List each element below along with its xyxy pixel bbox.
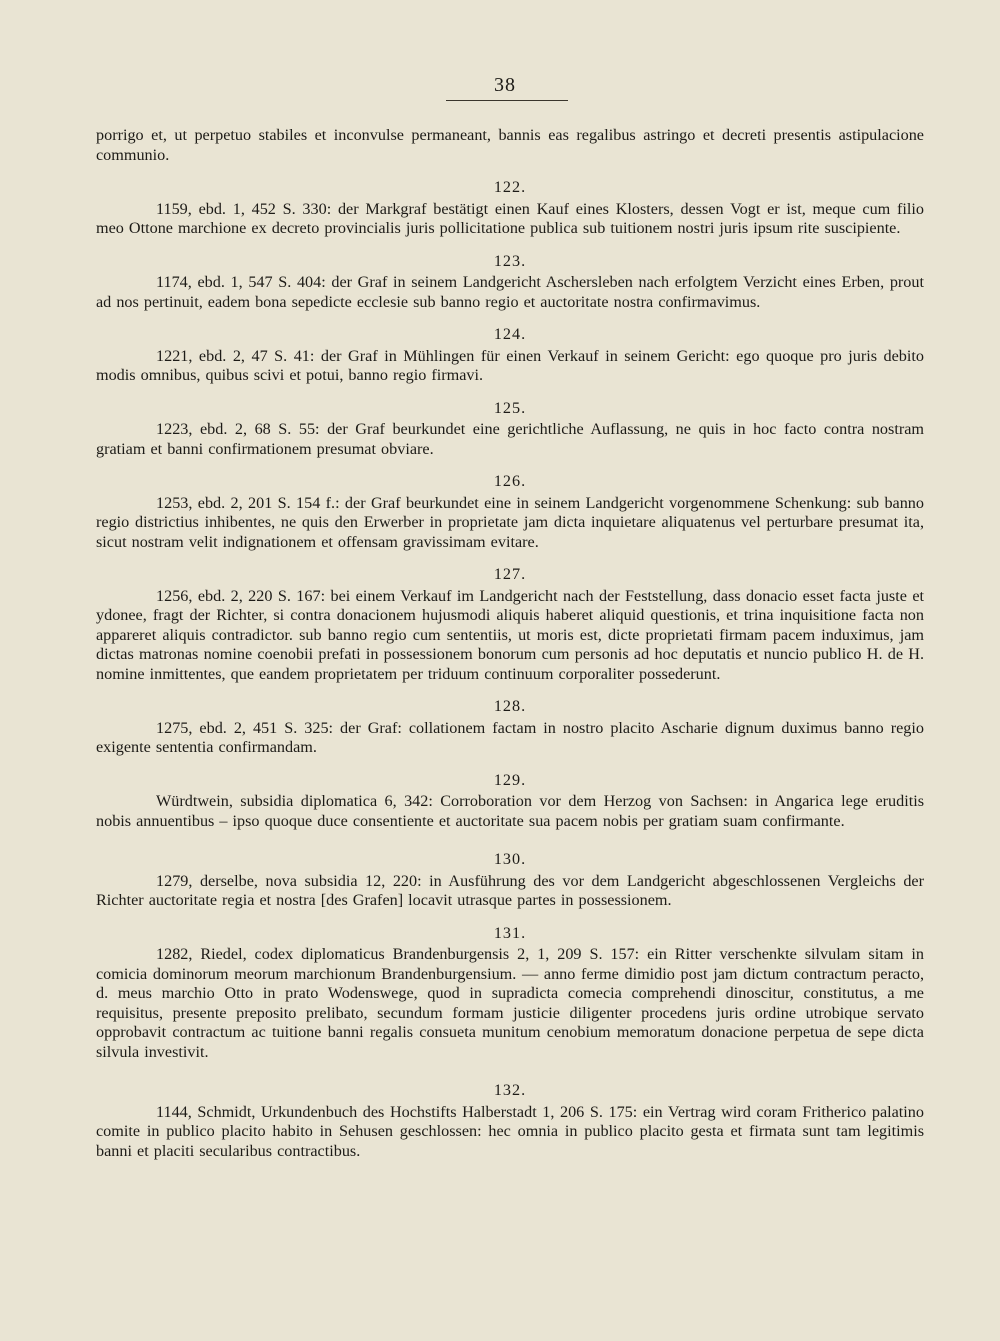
entry-number: 132.	[493, 1081, 527, 1099]
entry-text: 1282, Riedel, codex diplomaticus Brandenburgensis 2, 1, 209 S. 157: ein Ritter verschenkte silvulam sitam in comicia dominorum meorum marchionum Brandenburgensium. — anno ferme dimidio post jam dictum contractum peracto, d. meus marchio Otto in prato Wodenswege, quod in supradicta comecia comprehendi dinoscitur, constitutus, a me requisitus, presente preposito prelibato, secundum formam justicie diligenter procedens juris ordine utrobique servato opprobavit contractum ac tuitione banni regalis consueta munitum cenobium memoratum donacione perpetua de sepe dicta silvula investivit.	[96, 945, 924, 1061]
page-content	[96, 126, 924, 1161]
page-number: 38	[494, 74, 516, 96]
entry-129	[96, 771, 924, 832]
entry-number: 130.	[493, 850, 527, 868]
entry-text: 1144, Schmidt, Urkundenbuch des Hochstifts Halberstadt 1, 206 S. 175: ein Vertrag wird coram Fritherico palatino comite in publico placito habito in Sehusen geschlossen: hec omnia in publico placito gesta et firmata sunt tam legitimis banni et placiti secularibus contractibus.	[96, 1102, 924, 1160]
entry-132	[96, 1081, 924, 1161]
entry-number: 131.	[493, 923, 527, 942]
entry-number: 127.	[493, 565, 527, 583]
entry-text: Würdtwein, subsidia diplomatica 6, 342: Corroboration vor dem Herzog von Sachsen: in Angarica lege eruditis nobis annuentibus – ipso quoque duce consentiente et auctoritate sua pacem nobis per gratiam suam confirmante.	[96, 792, 924, 830]
entry-124	[96, 325, 924, 386]
entry-text: 1223, ebd. 2, 68 S. 55: der Graf beurkundet eine gerichtliche Auflassung, ne quis in hoc facto contra nostram gratiam et banni confirmationem presumat obviare.	[96, 420, 924, 458]
entry-text: 1256, ebd. 2, 220 S. 167: bei einem Verkauf im Landgericht nach der Feststellung, dass donacio esset facta juste et ydonee, fragt der Richter, si contra donacionem hujusmodi aliquis haberet aliquid questionis, et trina inquisitione facta non appareret aliquis contradictor. sub banno regio cum sententiis, ut moris est, dicte proprietati firmam pacem induximus, jam dictas matronas nomine coenobii prefati in possessionem bonorum cum personis ad hoc deputatis et nuncio publico H. de H. nomine inmittentes, que eandem proprietatem per triduum continuum corporaliter possederunt.	[96, 586, 924, 683]
entry-number: 122.	[493, 178, 527, 196]
entry-text: 1275, ebd. 2, 451 S. 325: der Graf: collationem factam in nostro placito Ascharie dignum duximus banno regio exigente sententia confirmandam.	[96, 718, 924, 756]
entry-text: 1159, ebd. 1, 452 S. 330: der Markgraf bestätigt einen Kauf eines Klosters, dessen Vogt er ist, meque cum filio meo Ottone marchione ex decreto provincialis juris pollicitatione publica sub tuitionem nostri juris ipsum rite suscipiente.	[96, 199, 924, 237]
entry-125	[96, 399, 924, 460]
entry-number: 126.	[493, 472, 527, 490]
entry-number: 125.	[493, 398, 527, 417]
entry-number: 129.	[493, 770, 527, 789]
entry-number: 123.	[493, 251, 527, 270]
entry-text: 1279, derselbe, nova subsidia 12, 220: in Ausführung des vor dem Landgericht abgeschlossenen Vergleichs der Richter auctoritate regia et nostra [des Grafen] locavit utrasque partes in possessionem.	[96, 871, 924, 909]
entry-128	[96, 697, 924, 758]
entry-number: 128.	[493, 697, 527, 715]
header-rule	[446, 100, 568, 101]
entry-131	[96, 924, 924, 1063]
entry-127	[96, 565, 924, 684]
entry-122	[96, 178, 924, 239]
entry-text: 1174, ebd. 1, 547 S. 404: der Graf in seinem Landgericht Aschersleben nach erfolgtem Verzicht eines Erben, prout ad nos pertinuit, eadem bona sepedicte ecclesie sub banno regio et auctoritate nostra confirmavimus.	[96, 273, 924, 311]
opening-paragraph: porrigo et, ut perpetuo stabiles et inconvulse permaneant, bannis eas regalibus astringo et decreti presentis astipulacione communio.	[96, 126, 924, 164]
entry-text: 1253, ebd. 2, 201 S. 154 f.: der Graf beurkundet eine in seinem Landgericht vorgenommene Schenkung: sub banno regio districtius inhibentes, ne quis den Erwerber in proprietate jam dicta inquietare aliquatenus vel perturbare presumat ita, sicut nostram velit indignationem et offensam gravissimam evitare.	[96, 493, 924, 551]
entry-130	[96, 850, 924, 911]
entry-text: 1221, ebd. 2, 47 S. 41: der Graf in Mühlingen für einen Verkauf in seinem Gericht: ego quoque pro juris debito modis omnibus, quibus scivi et potui, banno regio firmavi.	[96, 346, 924, 384]
entry-number: 124.	[493, 325, 527, 343]
entry-123	[96, 252, 924, 313]
entry-126	[96, 472, 924, 552]
